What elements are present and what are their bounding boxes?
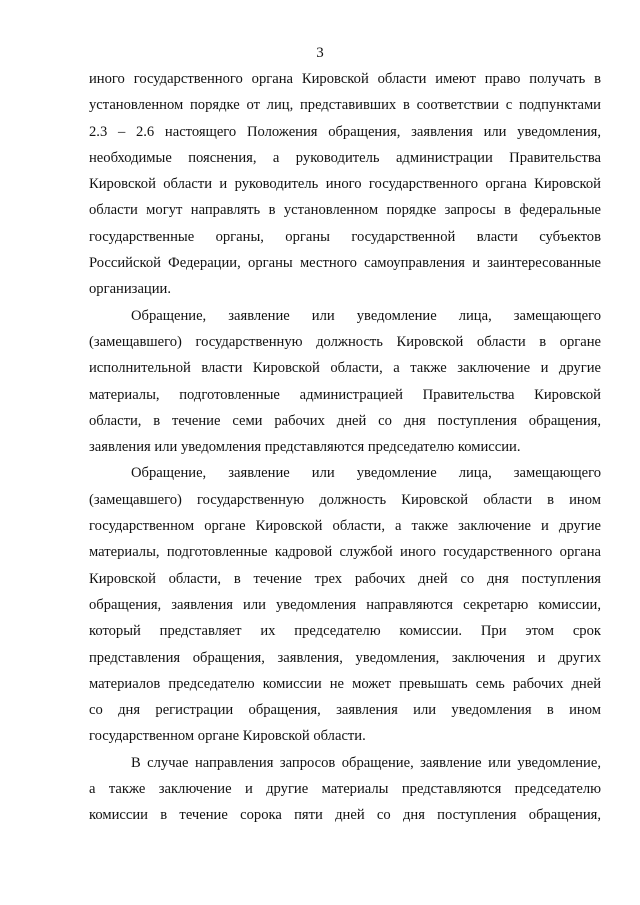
paragraph-2: [89, 303, 601, 461]
text-line: представления обращения, заявления, уведомления, заключения и других: [89, 649, 601, 666]
text-line: необходимые пояснения, а руководитель администрации Правительства: [89, 149, 601, 166]
text-line: иного государственного органа Кировской области имеют право получать в: [89, 71, 601, 87]
text-line: материалы, подготовленные кадровой службой иного государственного органа: [89, 544, 601, 561]
text-line: Обращение, заявление или уведомление лица, замещающего: [131, 307, 601, 324]
paragraph-4: [89, 750, 601, 829]
text-line: который представляет их председателю комиссии. При этом срок: [89, 623, 601, 640]
document-body: [89, 66, 601, 829]
text-line: комиссии в течение сорока пяти дней со дня поступления обращения,: [89, 807, 601, 824]
text-line: В случае направления запросов обращение, заявление или уведомление,: [131, 754, 601, 771]
text-line: материалы, подготовленные администрацией Правительства Кировской: [89, 386, 601, 403]
text-line: области могут направлять в установленном порядке запросы в федеральные: [89, 202, 601, 219]
text-line: государственном органе Кировской области, а также заключение и другие: [89, 518, 601, 535]
paragraph-1: [89, 66, 601, 303]
page-number: 3: [316, 45, 324, 61]
text-line: государственные органы, органы государственной власти субъектов: [89, 228, 601, 245]
text-line: Российской Федерации, органы местного самоуправления и заинтересованные: [89, 255, 601, 272]
text-line: установленном порядке от лиц, представивших в соответствии с подпунктами: [89, 97, 601, 114]
text-line: организации.: [89, 281, 171, 298]
text-line: 2.3 – 2.6 настоящего Положения обращения, заявления или уведомления,: [89, 123, 601, 140]
text-line: Кировской области, в течение трех рабочих дней со дня поступления: [89, 570, 601, 587]
text-line: области, в течение семи рабочих дней со дня поступления обращения,: [89, 412, 601, 429]
text-line: государственном органе Кировской области.: [89, 728, 366, 745]
text-line: Обращение, заявление или уведомление лица, замещающего: [131, 465, 601, 482]
text-line: (замещавшего) государственную должность Кировской области в органе: [89, 333, 601, 350]
text-line: Кировской области и руководитель иного государственного органа Кировской: [89, 176, 601, 193]
text-line: со дня регистрации обращения, заявления или уведомления в ином: [89, 702, 601, 719]
text-line: (замещавшего) государственную должность Кировской области в ином: [89, 491, 601, 508]
text-line: а также заключение и другие материалы представляются председателю: [89, 781, 601, 798]
text-line: исполнительной власти Кировской области, а также заключение и другие: [89, 360, 601, 377]
paragraph-3: [89, 460, 601, 749]
text-line: обращения, заявления или уведомления направляются секретарю комиссии,: [89, 596, 601, 613]
text-line: материалов председателю комиссии не может превышать семь рабочих дней: [89, 675, 601, 692]
text-line: заявления или уведомления представляются председателю комиссии.: [89, 439, 521, 456]
